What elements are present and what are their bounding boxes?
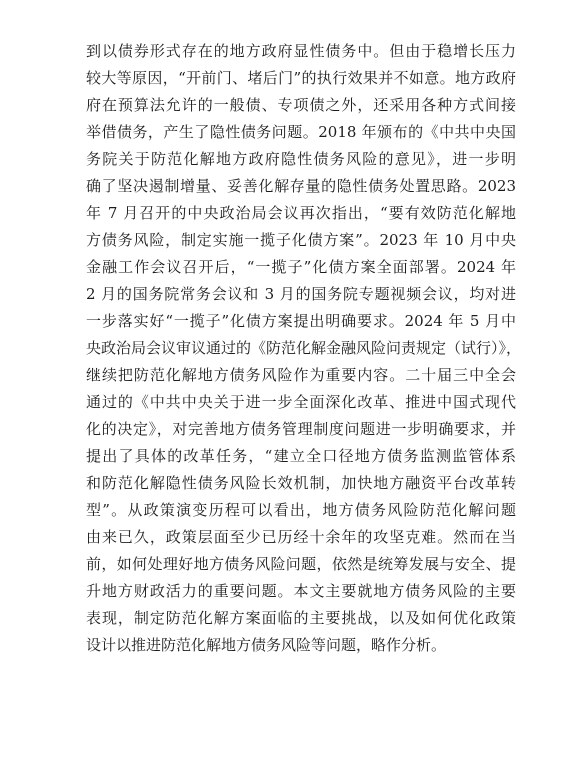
body-paragraph [86,38,522,659]
paragraph-line: 务院关于防范化解地方政府隐性债务风险的意见》，进一步明 [86,150,516,168]
paragraph-line: 表现，制定防范化解方案面临的主要挑战，以及如何优化政策 [86,609,516,627]
paragraph-line: 到以债券形式存在的地方政府显性债务中。但由于稳增长压力 [86,42,516,60]
paragraph-line: 由来已久，政策层面至少已历经十余年的攻坚克难。然而在当 [86,528,516,546]
paragraph-line: 金融工作会议召开后，“一揽子”化债方案全面部署。2024 年 [86,258,516,276]
paragraph-line: 和防范化解隐性债务风险长效机制，加快地方融资平台改革转 [86,474,516,492]
paragraph-line: 提出了具体的改革任务，“建立全口径地方债务监测监管体系 [86,447,516,465]
paragraph-line: 升地方财政活力的重要问题。本文主要就地方债务风险的主要 [86,582,516,600]
paragraph-line: 确了坚决遏制增量、妥善化解存量的隐性债务处置思路。2023 [86,177,516,195]
paragraph-line: 年 7 月召开的中央政治局会议再次指出，“要有效防范化解地 [86,204,516,222]
paragraph-line: 一步落实好“一揽子”化债方案提出明确要求。2024 年 5 月中 [86,312,516,330]
paragraph-line: 举借债务，产生了隐性债务问题。2018 年颁布的《中共中央国 [86,123,516,141]
paragraph-line: 较大等原因，“开前门、堵后门”的执行效果并不如意。地方政府 [86,69,516,87]
paragraph-line: 府在预算法允许的一般债、专项债之外，还采用各种方式间接 [86,96,516,114]
paragraph-line: 前，如何处理好地方债务风险问题，依然是统筹发展与安全、提 [86,555,516,573]
paragraph-line: 通过的《中共中央关于进一步全面深化改革、推进中国式现代 [86,393,516,411]
paragraph-line: 设计以推进防范化解地方债务风险等问题，略作分析。 [86,636,447,654]
paragraph-line: 型”。从政策演变历程可以看出，地方债务风险防范化解问题 [86,501,516,519]
paragraph-line: 继续把防范化解地方债务风险作为重要内容。二十届三中全会 [86,366,516,384]
paragraph-line: 央政治局会议审议通过的《防范化解金融风险问责规定（试行）》， [86,339,522,357]
paragraph-line: 2 月的国务院常务会议和 3 月的国务院专题视频会议，均对进 [86,285,516,303]
paragraph-line: 化的决定》，对完善地方债务管理制度问题进一步明确要求，并 [86,420,516,438]
paragraph-line: 方债务风险，制定实施一揽子化债方案”。2023 年 10 月中央 [86,231,516,249]
